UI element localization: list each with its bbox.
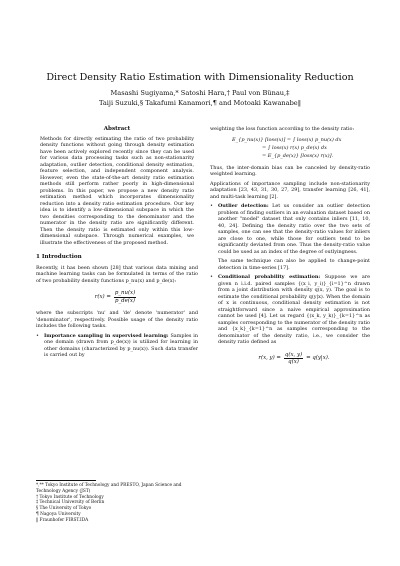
authors-line-2: Taiji Suzuki,§ Takafumi Kanamori,¶ and Motoaki Kawanabe‖ <box>98 98 302 107</box>
bullet-text-continued: The same technique can also be applied to change-point detection in time-series [17]. <box>218 258 370 271</box>
equation-fraction <box>114 290 136 304</box>
authors-line-1: Masashi Sugiyama,* Satoshi Hara,† Paul von Bünau,‡ <box>110 89 290 97</box>
conditional-ratio-equation <box>218 352 370 366</box>
intro-paragraph-2: where the subscripts 'nu' and 'de' denote 'numerator' and 'denominator', respectively. Possible usage of the density ratio includes the following tasks. <box>36 310 198 329</box>
density-ratio-equation <box>36 290 198 304</box>
paper-title: Direct Density Ratio Estimation with Dimensionality Reduction <box>46 72 354 83</box>
abstract-text: Methods for directly estimating the ratio of two probability density functions without going through density estimation have been actively explored recently since they can be used for various data processing tasks such as non-stationarity adaptation, outlier detection, conditional density estimation, feature selection, and independent component analysis. However, even the state-of-the-art density ratio estimation methods still perform rather poorly in high-dimensional problems. In this paper, we propose a new density ratio estimation method which incorporates dimensionality reduction into a density ratio estimation procedure. Our key idea is to identify a low-dimensional subspace in which the two densities corresponding to the denominator and the numerator in the density ratio are significantly different. Then the density ratio is estimated only within this low-dimensional subspace. Through numerical examples, we illustrate the effectiveness of the proposed method. <box>40 135 194 246</box>
section-heading-introduction: 1 Introduction <box>36 254 82 260</box>
right-column <box>210 126 370 375</box>
equation-line: E_{p_nu(x)} [loss(x)] = ∫ loss(x) p_nu(x) dx <box>232 136 342 143</box>
bullet-text: Suppose we are given n i.i.d. paired samples {(x_i, y_i)}_{i=1}^n drawn from a joint distribution with density q(x, y). The goal is to estimate the conditional probability q(y|x). When the domain of x is continuous, conditional density estimation is not straightforward since a naive empirical approximation cannot be used [4]. Let us regard {(x_k, y_k)}_{k=1}^n as samples corresponding to the numerator of the density ratio and {x_k}_{k=1}^n as samples corresponding to the denominator of the density ratio, i.e., we consider the density ratio defined as <box>218 274 370 345</box>
equation-fraction <box>284 352 303 366</box>
equation-numerator: p_nu(x) <box>114 290 136 296</box>
equation-denominator: q(x) <box>288 359 299 365</box>
right-paragraph-2: Thus, the inter-domain bias can be canceled by density-ratio weighted learning. <box>210 164 370 177</box>
importance-weighting-equation <box>232 136 370 160</box>
author-list <box>20 89 380 108</box>
equation-denominator: p_de(x) <box>115 297 136 304</box>
footnote: ‖ Fraunhofer FIRST.IDA <box>36 517 89 523</box>
footnote: ¶ Nagoya University <box>36 511 81 517</box>
footnote: § The University of Tokyo <box>36 506 92 512</box>
equation-numerator: q(x, y) <box>284 351 303 358</box>
equation-rhs: = q(y|x). <box>306 355 330 362</box>
equation-line: = ∫ loss(x) r(x) p_de(x) dx <box>262 144 327 151</box>
bullet-icon: • <box>210 203 213 209</box>
bullet-text: Let us consider an outlier detection problem of finding outliers in an evaluation dataset based on another "model" dataset that only contains inliers [11, 10, 40, 24]. Defining the density ratio over the two sets of samples, one can see that the density-ratio values for inliers are close to one, while those for outliers tend to be significantly deviated from one. Thus the density-ratio value could be used as an index of the degree of outlyingness. <box>218 203 370 255</box>
right-paragraph-1: weighting the loss function according to the density ratio: <box>210 126 355 132</box>
intro-paragraph-1: Recently, it has been shown [28] that various data mining and machine learning tasks can be formulated in terms of the ratio of two probability density functions p_nu(x) and p_de(x): <box>36 264 198 284</box>
right-paragraph-3: Applications of importance sampling include non-stationarity adaptation [23, 43, 31, 30, 27, 29], transfer learning [26, 41], and multi-task learning [2]. <box>210 180 370 200</box>
list-item-importance-sampling <box>36 333 198 359</box>
footnote: *,** Tokyo Institute of Technology and PRESTO, Japan Science and Technology Agency (JST) <box>36 483 182 494</box>
equation-line: = E_{p_de(x)} [loss(x) r(x)]. <box>262 152 334 159</box>
left-column <box>36 126 198 362</box>
abstract-heading: Abstract <box>103 126 131 132</box>
footnotes <box>36 480 198 524</box>
bullet-icon: • <box>210 274 213 280</box>
footnote-rule <box>36 480 96 481</box>
equation-lhs: r(x, y) = <box>258 355 281 362</box>
list-item-conditional-probability <box>210 274 370 372</box>
list-item-outlier-detection <box>210 203 370 271</box>
bullet-heading: Conditional probability estimation: <box>218 274 321 280</box>
bullet-heading: Importance sampling in supervised learning: <box>44 332 169 339</box>
equation-lhs: r(x) = <box>94 293 111 300</box>
footnote: ‡ Technical University of Berlin <box>36 500 105 506</box>
bullet-text: Samples in one domain (drawn from p_de(x)) is utilized for learning in other domains (characterized by p_nu(x)). Such data transfer is carried out by <box>44 332 198 358</box>
bullet-heading: Outlier detection: <box>218 203 269 209</box>
bullet-icon: • <box>36 332 39 339</box>
footnote: † Tokyo Institute of Technology <box>36 494 104 500</box>
